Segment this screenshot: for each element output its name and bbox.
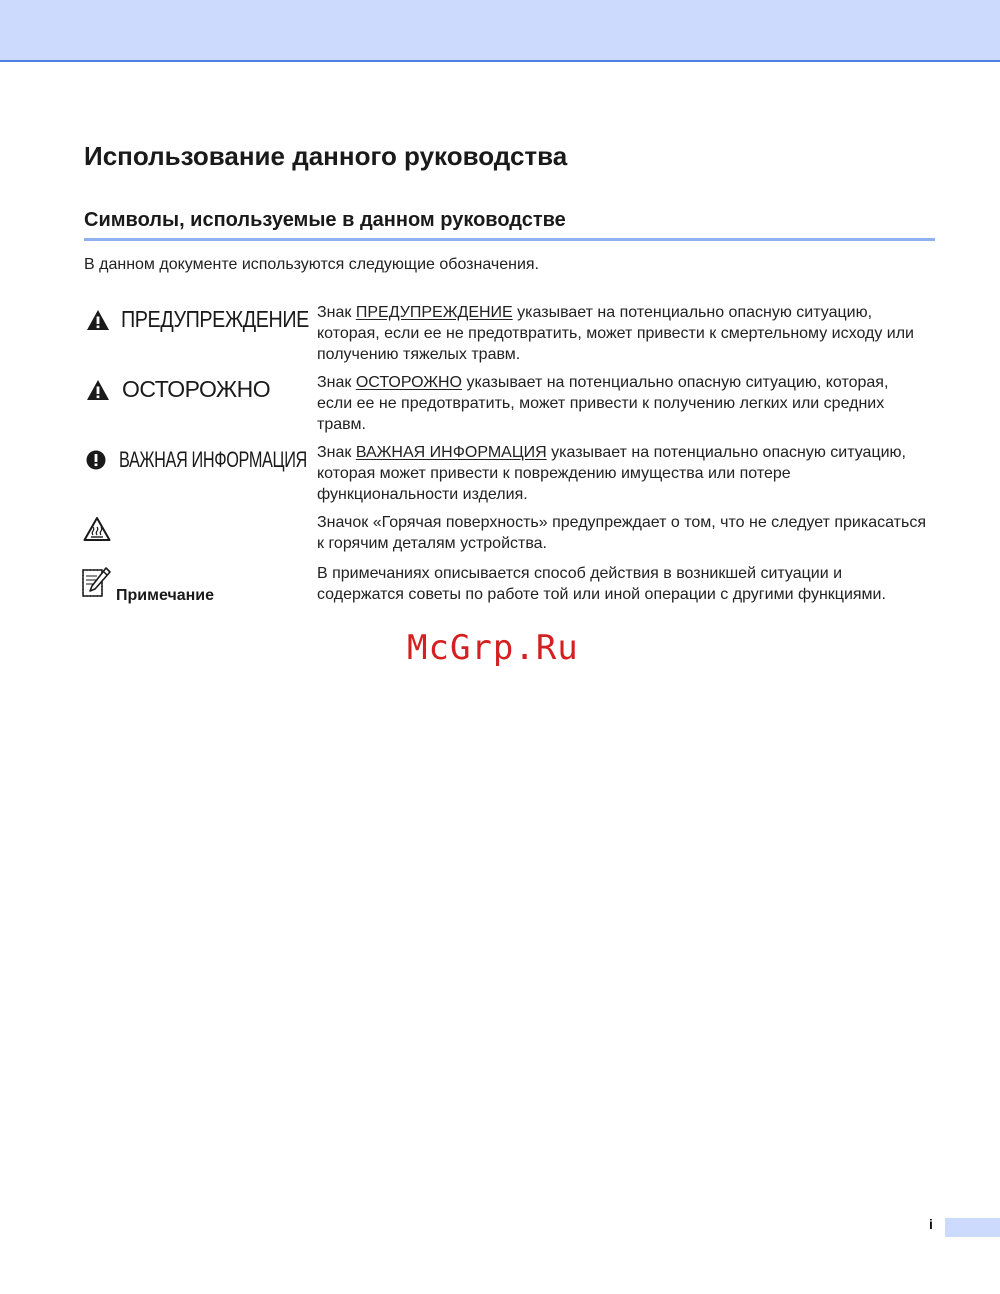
desc-rest: указывает на потенциально опасную ситуацию, которая, если ее не предотвратить, может привести к получению легких или средних травм. (317, 374, 889, 433)
symbol-description-hot-surface: Значок «Горячая поверхность» предупреждает о том, что не следует прикасаться к горячим деталям устройства. (317, 514, 926, 552)
symbol-label-warning: ПРЕДУПРЕЖДЕНИЕ (121, 306, 309, 332)
desc-rest: указывает на потенциально опасную ситуацию, которая может привести к повреждению имущества или потере функциональности изделия. (317, 444, 906, 503)
desc-rest: указывает на потенциально опасную ситуацию, которая, если ее не предотвратить, может привести к смертельному исходу или получению тяжелых травм. (317, 304, 914, 363)
desc-prefix: Знак (317, 444, 356, 461)
hot-surface-icon (83, 516, 111, 542)
symbol-label-note: Примечание (116, 587, 215, 604)
symbol-description-caution (317, 372, 927, 435)
desc-prefix: Знак (317, 374, 356, 391)
symbol-label-caution: ОСТОРОЖНО (122, 376, 271, 402)
symbol-label-important: ВАЖНАЯ ИНФОРМАЦИЯ (119, 447, 307, 472)
section-divider (84, 238, 935, 241)
note-pencil-icon (80, 565, 112, 599)
symbol-description-important (317, 442, 927, 505)
watermark: McGrp.Ru (407, 628, 579, 668)
intro-text: В данном документе используются следующие обозначения. (84, 256, 539, 273)
symbol-caution (86, 376, 270, 403)
header-band (0, 0, 1000, 62)
important-exclamation-icon (86, 450, 106, 470)
symbol-warning (86, 306, 340, 333)
caution-triangle-icon (86, 379, 110, 401)
page-tab (945, 1218, 1000, 1237)
desc-term-warning: ПРЕДУПРЕЖДЕНИЕ (355, 304, 513, 321)
desc-prefix: Знак (317, 304, 356, 321)
warning-triangle-icon (86, 309, 110, 331)
desc-term-important: ВАЖНАЯ ИНФОРМАЦИЯ (355, 444, 547, 461)
page-number: i (929, 1216, 933, 1232)
symbol-description-warning (317, 302, 927, 365)
page-title: Использование данного руководства (84, 141, 568, 171)
symbol-note (80, 565, 214, 605)
symbol-description-note: В примечаниях описывается способ действия в возникшей ситуации и содержатся советы по работе той или иной операции с другими функциями. (317, 565, 886, 603)
desc-term-caution: ОСТОРОЖНО (355, 374, 462, 391)
section-title: Символы, используемые в данном руководстве (84, 209, 566, 231)
symbol-hot-surface (83, 516, 111, 542)
